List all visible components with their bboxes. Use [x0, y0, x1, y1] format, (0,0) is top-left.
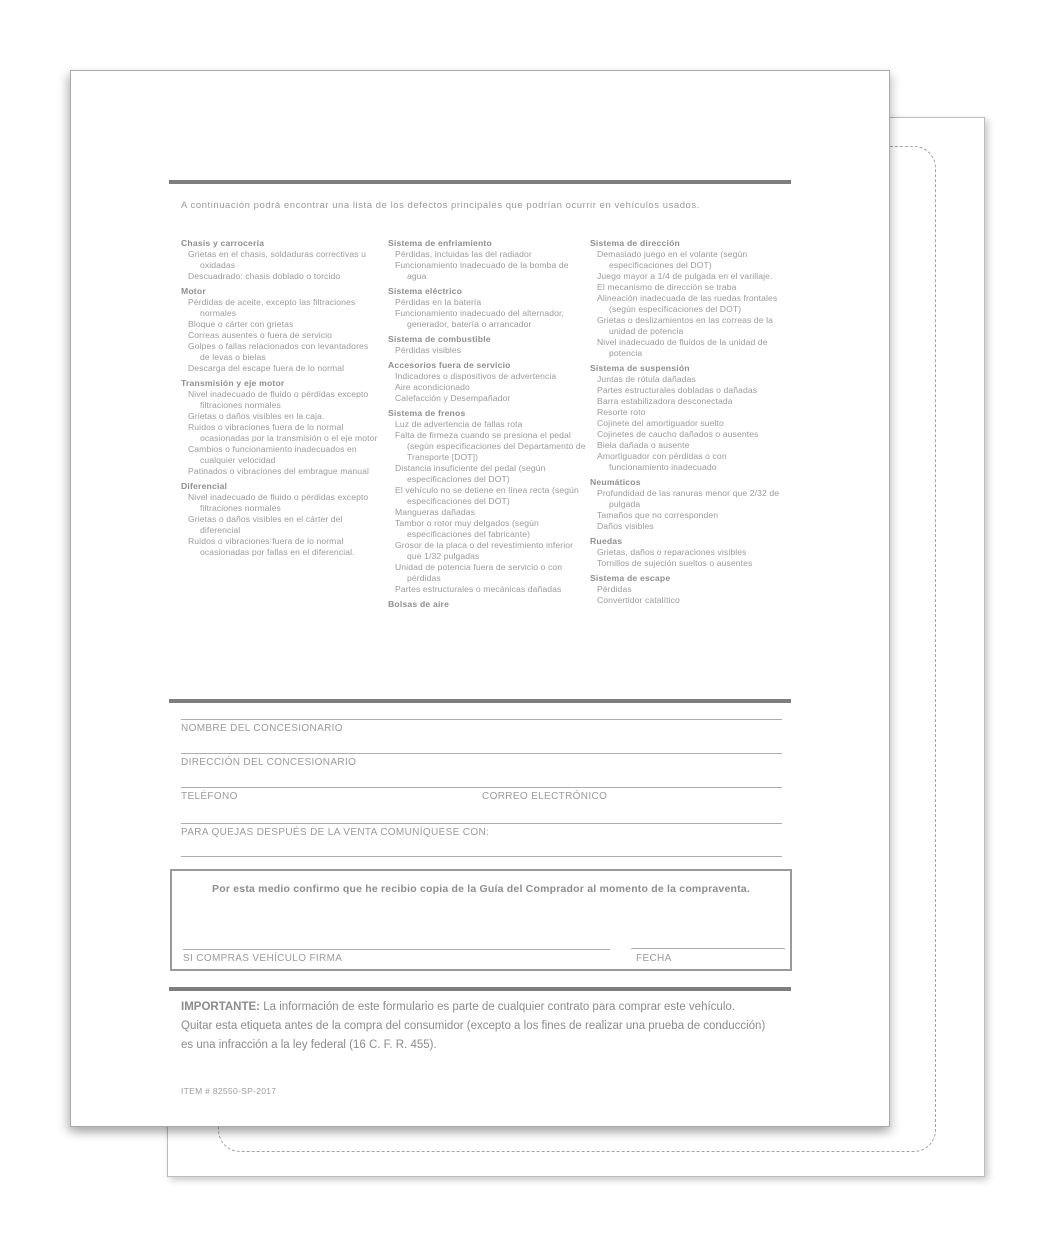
defect-item: Cojinete del amortiguador suelto [597, 418, 724, 428]
important-notice-line-1 [181, 998, 806, 1017]
defect-item: Daños visibles [597, 521, 654, 531]
phone-email-line [181, 787, 782, 788]
defect-category-heading: Sistema eléctrico [388, 286, 463, 296]
defect-item: Nivel inadecuado de fluidos de la unidad de potencia [597, 337, 768, 358]
date-line [631, 948, 785, 949]
defect-group [590, 573, 788, 606]
defect-item: Correas ausentes o fuera de servicio [188, 330, 333, 340]
important-notice [181, 998, 806, 1055]
defect-item: Partes estructurales o mecánicas dañadas [395, 584, 562, 594]
complaints-fill-line [181, 856, 782, 857]
defect-item: Funcionamiento inadecuado de la bomba de agua [395, 260, 569, 281]
defect-item: Pérdidas [597, 584, 632, 594]
defect-item: Descarga del escape fuera de lo normal [188, 363, 345, 373]
defect-item: Demasiado juego en el volante (según especificaciones del DOT) [597, 249, 748, 270]
defect-item: Grietas, daños o reparaciones visibles [597, 547, 747, 557]
signature-line [183, 949, 610, 950]
defect-item: Grietas o daños visibles en el cárter del diferencial [188, 514, 343, 535]
defect-item: Descuadrado: chasis doblado o torcido [188, 271, 341, 281]
defect-item: Grietas o daños visibles en la caja. [188, 411, 325, 421]
defect-item: Patinados o vibraciones del embrague manual [188, 466, 370, 476]
defect-item: Ruidos o vibraciones fuera de lo normal ocasionadas por fallas en el diferencial. [188, 536, 355, 557]
defect-item: Biela dañada o ausente [597, 440, 690, 450]
defect-category-heading: Ruedas [590, 536, 623, 546]
defect-item: Partes estructurales dobladas o dañadas [597, 385, 758, 395]
defect-item: Pérdidas visibles [395, 345, 462, 355]
defect-group [590, 477, 788, 532]
defects-column-2 [388, 238, 586, 610]
defect-item: Aire acondicionado [395, 382, 470, 392]
defect-category-heading: Bolsas de aire [388, 599, 450, 609]
defects-column-3 [590, 238, 788, 606]
defect-group [388, 238, 586, 282]
defect-category-heading: Sistema de enfriamiento [388, 238, 492, 248]
top-divider-rule [169, 180, 791, 184]
complaints-line [181, 823, 782, 824]
phone-label: TELÉFONO [181, 791, 238, 802]
defects-list [181, 238, 801, 698]
defect-category-heading: Chasis y carrocería [181, 238, 265, 248]
defect-item: Amortiguador con pérdidas o con funcionamiento inadecuado [597, 451, 727, 472]
defect-item: El vehículo no se detiene en línea recta (según especificaciones del DOT) [395, 485, 579, 506]
bottom-divider-rule [169, 987, 791, 991]
confirmation-statement: Por esta medio confirmo que he recibio copia de la Guía del Comprador al momento de la compraventa. [212, 883, 750, 895]
email-label: CORREO ELECTRÓNICO [482, 791, 608, 802]
defect-group [388, 599, 586, 610]
dealer-address-line [181, 753, 782, 754]
middle-divider-rule [169, 699, 791, 703]
defect-category-heading: Sistema de escape [590, 573, 671, 583]
important-notice-line-1-text: La información de este formulario es parte de cualquier contrato para comprar este vehículo. [260, 1001, 735, 1013]
defect-item: Cojinetes de caucho dañados o ausentes [597, 429, 759, 439]
defect-item: Pérdidas en la batería [395, 297, 482, 307]
defect-group [590, 363, 788, 473]
dealer-address-label: DIRECCIÓN DEL CONCESIONARIO [181, 757, 357, 768]
date-label: FECHA [636, 953, 672, 964]
defect-item: Barra estabilizadora desconectada [597, 396, 733, 406]
defect-item: Juego mayor a 1/4 de pulgada en el varillaje. [597, 271, 773, 281]
defect-group [181, 238, 379, 282]
defect-item: Falta de firmeza cuando se presiona el pedal (según especificaciones del Departamento de Transporte [DOT]) [395, 430, 586, 462]
defect-item: Cambios o funcionamiento inadecuados en cualquier velocidad [188, 444, 357, 465]
defects-column-1 [181, 238, 379, 558]
defect-item: Indicadores o dispositivos de advertencia [395, 371, 557, 381]
defect-group [590, 536, 788, 569]
defect-category-heading: Sistema de frenos [388, 408, 466, 418]
defect-category-heading: Diferencial [181, 481, 228, 491]
defect-category-heading: Motor [181, 286, 206, 296]
dealer-name-label: NOMBRE DEL CONCESIONARIO [181, 723, 343, 734]
signature-label: SI COMPRAS VEHÍCULO FIRMA [183, 953, 343, 964]
defect-group [388, 286, 586, 330]
important-notice-bold: IMPORTANTE: [181, 1001, 261, 1013]
defect-category-heading: Sistema de combustible [388, 334, 491, 344]
defect-group [181, 378, 379, 477]
intro-text: A continuación podrá encontrar una lista de los defectos principales que podrían ocurrir en vehículos usados. [181, 200, 700, 211]
buyers-guide-page [70, 70, 890, 1127]
defect-category-heading: Sistema de dirección [590, 238, 680, 248]
defect-item: Profundidad de las ranuras menor que 2/32 de pulgada [597, 488, 780, 509]
defect-item: Resorte roto [597, 407, 646, 417]
important-notice-line-3: es una infracción a la ley federal (16 C. F. R. 455). [181, 1039, 437, 1051]
defect-item: Grietas en el chasis, soldaduras correctivas u oxidadas [188, 249, 366, 270]
defect-item: Tamaños que no corresponden [597, 510, 719, 520]
defect-item: Alineación inadecuada de las ruedas frontales (según especificaciones del DOT) [597, 293, 778, 314]
defect-item: Funcionamiento inadecuado del alternador, generador, batería o arrancador [395, 308, 564, 329]
defect-category-heading: Transmisión y eje motor [181, 378, 285, 388]
defect-group [388, 360, 586, 404]
defect-item: Nivel inadecuado de fluido o pérdidas excepto filtraciones normales [188, 492, 369, 513]
defect-group [181, 286, 379, 374]
defect-item: Pérdidas, incluidas las del radiador [395, 249, 532, 259]
defect-item: Nivel inadecuado de fluido o pérdidas excepto filtraciones normales [188, 389, 369, 410]
defect-group [181, 481, 379, 558]
defect-item: Luz de advertencia de fallas rota [395, 419, 523, 429]
item-number: ITEM # 82550-SP-2017 [181, 1086, 277, 1096]
defect-item: Juntas de rótula dañadas [597, 374, 696, 384]
defect-category-heading: Sistema de suspensión [590, 363, 690, 373]
defect-item: El mecanismo de dirección se traba [597, 282, 737, 292]
defect-item: Tornillos de sujeción sueltos o ausentes [597, 558, 753, 568]
defect-group [590, 238, 788, 359]
defect-group [388, 408, 586, 595]
defect-item: Mangueras dañadas [395, 507, 476, 517]
defect-group [388, 334, 586, 356]
defect-item: Ruidos o vibraciones fuera de lo normal ocasionadas por la transmisión o el eje motor [188, 422, 378, 443]
defect-category-heading: Neumáticos [590, 477, 641, 487]
confirmation-box [170, 869, 792, 971]
defect-item: Golpes o fallas relacionados con levantadores de levas o bielas [188, 341, 369, 362]
defect-item: Distancia insuficiente del pedal (según especificaciones del DOT) [395, 463, 546, 484]
important-notice-line-2: Quitar esta etiqueta antes de la compra del consumidor (excepto a los fines de realizar una prueba de conducción) [181, 1020, 766, 1032]
defect-item: Grietas o deslizamientos en las correas de la unidad de potencia [597, 315, 773, 336]
defect-category-heading: Accesorios fuera de servicio [388, 360, 511, 370]
dealer-name-line [181, 719, 782, 720]
defect-item: Convertidor catalítico [597, 595, 680, 605]
complaints-label: PARA QUEJAS DESPUÉS DE LA VENTA COMUNÍQUESE CON: [181, 827, 490, 838]
defect-item: Grosor de la placa o del revestimiento inferior que 1/32 pulgadas [395, 540, 574, 561]
defect-item: Unidad de potencia fuera de servicio o con pérdidas [395, 562, 563, 583]
defect-item: Bloque o cárter con grietas [188, 319, 294, 329]
defect-item: Tambor o rotor muy delgados (según especificaciones del fabricante) [395, 518, 539, 539]
defect-item: Calefacción y Desempañador [395, 393, 511, 403]
defect-item: Pérdidas de aceite, excepto las filtraciones normales [188, 297, 356, 318]
